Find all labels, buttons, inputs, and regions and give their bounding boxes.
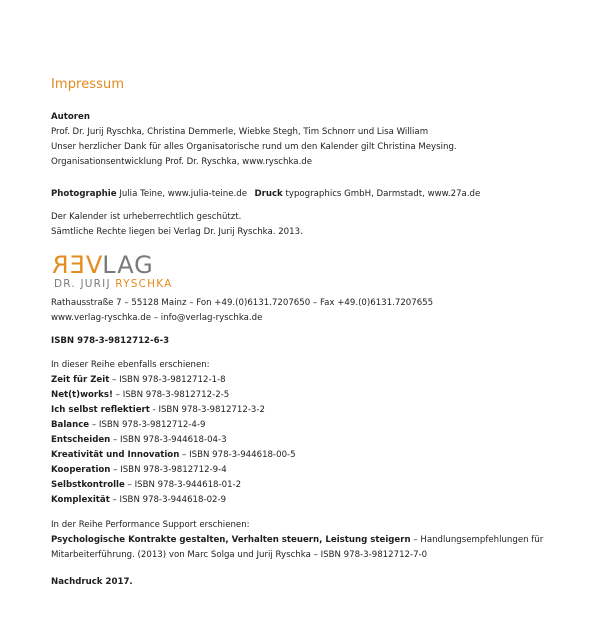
- list-item: Kreativität und Innovation – ISBN 978-3-944618-00-5: [51, 450, 296, 460]
- copyright-line: Der Kalender ist urheberrechtlich geschützt.: [51, 212, 242, 222]
- authors-label: Autoren: [51, 112, 90, 122]
- logo-text-rest: LAG: [102, 251, 154, 279]
- list-item: Entscheiden – ISBN 978-3-944618-04-3: [51, 435, 227, 445]
- performance-line2: Mitarbeiterführung. (2013) von Marc Solga und Jurij Ryschka – ISBN 978-3-9812712-7-0: [51, 550, 428, 560]
- thanks-line: Unser herzlicher Dank für alles Organisatorische rund um den Kalender gilt Christina Meysing.: [51, 142, 457, 152]
- org-line: Organisationsentwicklung Prof. Dr. Ryschka, www.ryschka.de: [51, 157, 313, 167]
- logo-subtitle-orange: RYSCHKA: [115, 278, 173, 290]
- list-item: Zeit für Zeit – ISBN 978-3-9812712-1-8: [51, 375, 226, 385]
- performance-section: [51, 518, 543, 563]
- list-item: Selbstkontrolle – ISBN 978-3-944618-01-2: [51, 480, 242, 490]
- page-title: Impressum: [51, 77, 125, 92]
- authors-line: Prof. Dr. Jurij Ryschka, Christina Demmerle, Wiebke Stegh, Tim Schnorr und Lisa William: [51, 127, 429, 137]
- performance-title: Psychologische Kontrakte gestalten, Verhalten steuern, Leistung steigern: [51, 535, 411, 545]
- list-item: Kooperation – ISBN 978-3-9812712-9-4: [51, 465, 227, 475]
- credits-section: [51, 187, 480, 202]
- performance-rest: – Handlungsempfehlungen für: [410, 535, 544, 545]
- copyright-section: [51, 210, 303, 240]
- list-item: Balance – ISBN 978-3-9812712-4-9: [51, 420, 206, 430]
- contact-section: [51, 296, 433, 326]
- list-item: Komplexität – ISBN 978-3-944618-02-9: [51, 495, 227, 505]
- address-line: Rathausstraße 7 – 55128 Mainz – Fon +49.(0)6131.7207650 – Fax +49.(0)6131.7207655: [51, 298, 434, 308]
- isbn-line: ISBN 978-3-9812712-6-3: [51, 336, 170, 346]
- reprint-note: Nachdruck 2017.: [51, 577, 133, 587]
- list-item: Ich selbst reflektiert - ISBN 978-3-9812712-3-2: [51, 405, 265, 415]
- photo-label: Photographie: [51, 189, 117, 199]
- photo-text: Julia Teine, www.julia-teine.de: [119, 189, 247, 199]
- rights-line: Sämtliche Rechte liegen bei Verlag Dr. Jurij Ryschka. 2013.: [51, 227, 303, 237]
- web-email-line: www.verlag-ryschka.de – info@verlag-ryschka.de: [51, 313, 263, 323]
- print-label: Druck: [254, 189, 283, 199]
- print-text: typographics GmbH, Darmstadt, www.27a.de: [285, 189, 481, 199]
- authors-section: [51, 110, 457, 170]
- performance-intro: In der Reihe Performance Support erschienen:: [51, 520, 250, 530]
- series-section: [51, 358, 296, 508]
- logo-subtitle-grey: DR. JURIJ: [54, 278, 116, 290]
- list-item: Net(t)works! – ISBN 978-3-9812712-2-5: [51, 390, 230, 400]
- series-intro: In dieser Reihe ebenfalls erschienen:: [51, 360, 210, 370]
- verlag-logo: [51, 252, 201, 294]
- logo-mirrored-text: VER: [51, 251, 103, 279]
